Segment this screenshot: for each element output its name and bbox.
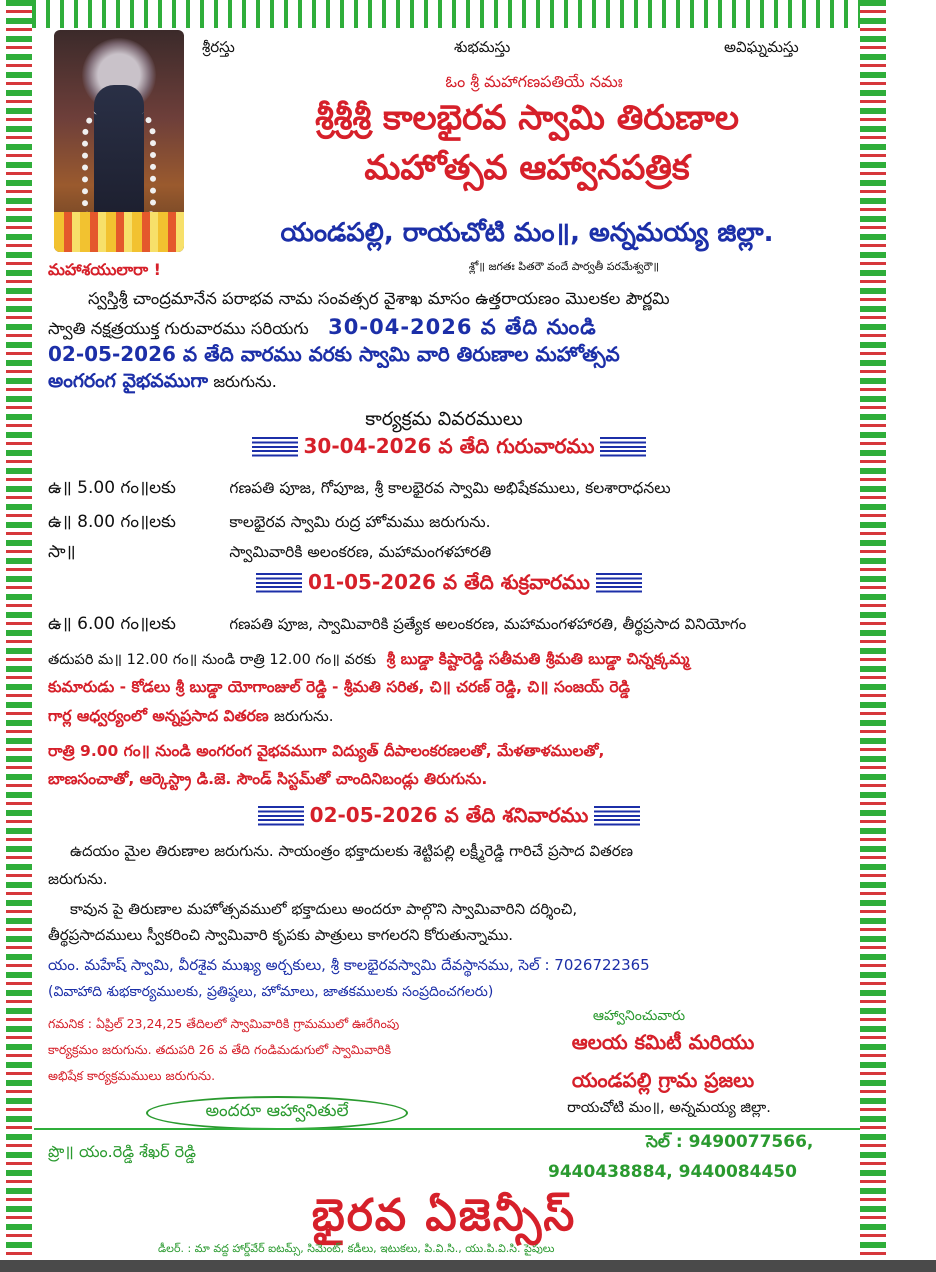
phone-line2: 9440438884, 9440084450 (548, 1162, 797, 1182)
annadanam-line3 (48, 706, 334, 729)
inviters-line1: ఆలయ కమిటీ మరియు (571, 1030, 755, 1054)
note-line3: అభిషేక కార్యక్రమములు జరుగును. (48, 1068, 216, 1083)
start-date: 30-04-2026 వ తేది నుండి (328, 315, 597, 339)
right-decorative-border (860, 0, 886, 1260)
bars-icon (594, 806, 640, 828)
day3-line1: ఉదయం మైల తిరుణాల జరుగును. సాయంత్రం భక్తాదులకు శెట్టిపల్లి లక్ష్మీరెడ్డి గారిచే ప్రసాద వితరణ (70, 842, 634, 860)
annadanam-end: జరుగును. (274, 707, 334, 725)
invocation: ఓం శ్రీ మహాగణపతియే నమః (445, 72, 623, 91)
bottom-bar (0, 1260, 936, 1272)
day1-row2-text: కాలభైరవ స్వామి రుద్ర హోమము జరుగును. (229, 513, 491, 531)
inviters-line2: యండపల్లి గ్రామ ప్రజలు (571, 1068, 755, 1092)
right-margin (886, 0, 936, 1260)
phone-line1: సెల్ : 9490077566, (646, 1132, 814, 1152)
day2-row1 (48, 614, 746, 638)
bars-icon (258, 806, 304, 828)
intro-line2-text: స్వాతి నక్షత్రయుక్త గురువారము సరియగు (48, 319, 309, 338)
day2-date: 01-05-2026 వ తేది శుక్రవారము (308, 569, 590, 594)
blessing-avighnamastu: అవిఘ్నమస్తు (724, 38, 799, 56)
day1-row1 (48, 478, 671, 502)
day1-date: 30-04-2026 వ తేది గురువారము (303, 433, 595, 458)
day1-row1-text: గణపతి పూజ, గోపూజ, శ్రీ కాలభైరవ స్వామి అభిషేకములు, కలశారాధనలు (229, 479, 671, 497)
annadanam-sponsor: శ్రీ బుడ్డా కిష్టారెడ్డి సతీమతి శ్రీమతి బుడ్డా చిన్నక్కమ్మ (386, 650, 690, 668)
venue-location: యండపల్లి, రాయచోటి మం॥, అన్నమయ్య జిల్లా. (280, 218, 774, 248)
blessing-srirastu: శ్రీరస్తు (202, 38, 235, 56)
shop-name: భైరవ ఏజెన్సీస్ (311, 1190, 577, 1241)
intro-line4-bold: అంగరంగ వైభవముగా (48, 370, 208, 392)
left-decorative-border (6, 0, 32, 1260)
day1-heading (204, 433, 694, 463)
annadanam-organizers: గార్ల ఆధ్వర్యంలో అన్నప్రసాద వితరణ (48, 707, 269, 725)
annadanam-line2: కుమారుడు - కోడలు శ్రీ బుడ్డా యోగాంజుల్ రెడ్డి - శ్రీమతి సరిత, చి॥ చరణ్ రెడ్డి, చి॥ సంజయ్ రెడ్డి (48, 678, 631, 696)
night-line1: రాత్రి 9.00 గం॥ నుండి అంగరంగ వైభవముగా విద్యుత్ దీపాలంకరణలతో, మేళతాళములతో, (48, 742, 605, 760)
title-line2: మహోత్సవ ఆహ్వానపత్రిక (364, 148, 690, 188)
intro-line1: స్వస్తిశ్రీ చాంద్రమానేన పరాభవ నామ సంవత్సర వైశాఖ మాసం ఉత్తరాయణం మొలకల పౌర్ణమి (88, 289, 670, 308)
proprietor-name: ప్రొ॥ యం.రెడ్డి శేఖర్ రెడ్డి (48, 1142, 196, 1161)
bars-icon (252, 437, 298, 459)
bars-icon (596, 573, 642, 595)
intro-line2 (48, 315, 597, 345)
day1-row2 (48, 512, 491, 536)
inviters-label: ఆహ్వానించువారు (592, 1008, 686, 1024)
priest-contact: యం. మహేష్ స్వామి, వీరశైవ ముఖ్య అర్చకులు, శ్రీ కాలభైరవస్వామి దేవస్థానము, సెల్ : 7026722365 (48, 956, 650, 974)
note-line1: గమనిక : ఏప్రిల్ 23,24,25 తేదిలలో స్వామివారికి గ్రామములో ఊరేగింపు (48, 1016, 400, 1031)
deity-photo (54, 30, 184, 252)
day2-row1-time: ఉ॥ 6.00 గం॥లకు (48, 614, 176, 634)
day1-row3-time: సా॥ (48, 542, 76, 562)
day3-line2: జరుగును. (48, 870, 108, 888)
day3-heading (204, 802, 694, 832)
priest-services: (వివాహాది శుభకార్యములకు, ప్రతిష్ఠలు, హోమాలు, జాతకములకు సంప్రదించగలరు) (48, 984, 494, 1000)
intro-line4 (48, 370, 277, 397)
closing-line2: తీర్థప్రసాదములు స్వీకరించి స్వామివారి కృపకు పాత్రులు కాగలరని కోరుతున్నాము. (48, 926, 514, 944)
salutation: మహాశయులారా ! (48, 260, 161, 279)
annadanam-time: తదుపరి మ॥ 12.00 గం॥ నుండి రాత్రి 12.00 గం॥ వరకు (48, 652, 377, 668)
annadanam-line1 (48, 650, 689, 672)
shloka: శ్లో॥ జగతః పితరౌ వందే పార్వతీ పరమేశ్వరౌ॥ (468, 260, 660, 273)
note-line2: కార్యక్రమం జరుగును. తదుపరి 26 వ తేది గండిమడుగులో స్వామివారికి (48, 1042, 391, 1057)
night-line2: బాణసంచాతో, ఆర్కెస్ట్రా డి.జె. సౌండ్ సిస్టమ్‌తో చాందినిబండ్లు తిరుగును. (48, 770, 488, 788)
day3-date: 02-05-2026 వ తేది శనివారము (309, 802, 589, 827)
blessing-subhamastu: శుభమస్తు (454, 38, 511, 56)
dealer-line: డీలర్. : మా వద్ద హార్డ్‌వేర్ ఐటమ్స్, సిమెంట్, కడీలు, ఇటుకలు, పి.వి.సి., యు.పి.వి.సి. పైపులు (158, 1242, 555, 1255)
intro-line4-text: జరుగును. (213, 372, 277, 391)
day1-row3 (48, 542, 491, 566)
day1-row2-time: ఉ॥ 8.00 గం॥లకు (48, 512, 176, 532)
top-festoon-border (32, 0, 862, 28)
bars-icon (256, 573, 302, 595)
day1-row3-text: స్వామివారికి అలంకరణ, మహామంగళహారతి (229, 543, 492, 561)
inviters-line3: రాయచోటి మం॥, అన్నమయ్య జిల్లా. (567, 1100, 771, 1116)
closing-line1: కావున పై తిరుణాల మహోత్సవములో భక్తాదులు అందరూ పాల్గొని స్వామివారిని దర్శించి, (70, 900, 578, 918)
invitation-content (34, 28, 860, 1258)
title-line1: శ్రీశ్రీశ్రీ కాలభైరవ స్వామి తిరుణాల (315, 98, 739, 138)
intro-line3: 02-05-2026 వ తేది వారము వరకు స్వామి వారి తిరుణాల మహోత్సవ (48, 342, 620, 366)
footer-divider (34, 1128, 860, 1130)
day2-heading (204, 569, 694, 599)
all-invited-badge: అందరూ ఆహ్వానితులే (146, 1096, 408, 1130)
program-heading: కార్యక్రమ వివరములు (365, 408, 523, 430)
bars-icon (600, 437, 646, 459)
day2-row1-text: గణపతి పూజ, స్వామివారికి ప్రత్యేక అలంకరణ, మహామంగళహారతి, తీర్థప్రసాద వినియోగం (229, 615, 747, 633)
day1-row1-time: ఉ॥ 5.00 గం॥లకు (48, 478, 176, 498)
